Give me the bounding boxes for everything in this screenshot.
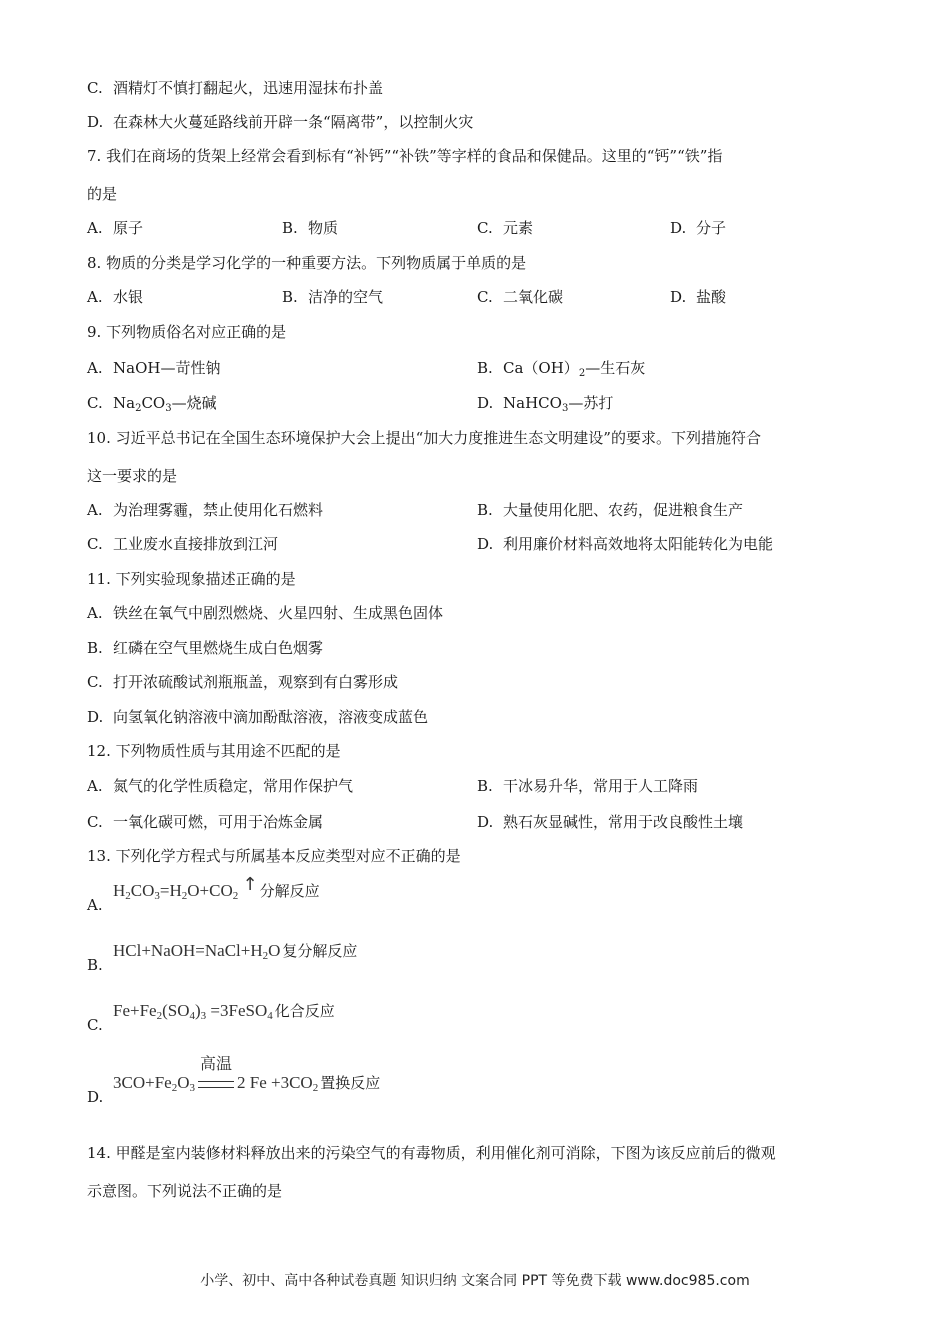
q12-option-b: B. 干冰易升华，常用于人工降雨 — [477, 777, 699, 795]
q11-option-b: B. 红磷在空气里燃烧生成白色烟雾 — [87, 639, 324, 657]
q7-option-a: A. 原子 — [87, 219, 144, 237]
q12-option-a: A. 氮气的化学性质稳定，常用作保护气 — [87, 777, 354, 795]
q11-option-d: D. 向氢氧化钠溶液中滴加酚酞溶液，溶液变成蓝色 — [87, 708, 429, 726]
q9-stem: 9. 下列物质俗名对应正确的是 — [87, 323, 287, 341]
q12-stem: 12. 下列物质性质与其用途不匹配的是 — [87, 742, 341, 760]
q13-option-a: $A.H_2CO_3=H_2O+CO_2$ ↑ 分解反应 — [87, 874, 320, 914]
q9-option-d: D. NaHCO$_3$—苏打 — [477, 394, 614, 414]
q9-option-b: B. $Ca(OH)_2—$生石灰 — [477, 359, 646, 379]
q14-stem-line1: 14. 甲醛是室内装修材料释放出来的污染空气的有毒物质，利用催化剂可消除，下图为该反应前后的微观 — [87, 1144, 776, 1162]
equation-d: $3CO+Fe_2O_3$ 高温 2 $Fe +3CO_2$ — [113, 1056, 319, 1094]
q13-option-d: $D.3CO+Fe_2O_3$ 高温 2 $Fe +3CO_2$ 置换反应 — [87, 1056, 381, 1106]
q6-option-d: D. 在森林大火蔓延路线前开辟一条“隔离带”，以控制火灾 — [87, 113, 474, 131]
q10-option-d: D. 利用廉价材料高效地将太阳能转化为电能 — [477, 535, 774, 553]
q14-stem-line2: 示意图。下列说法不正确的是 — [87, 1182, 283, 1200]
gas-up-arrow-icon: ↑ — [242, 874, 258, 895]
q12-option-c: C. 一氧化碳可燃，可用于冶炼金属 — [87, 813, 324, 831]
q8-option-c: C. 二氧化碳 — [477, 288, 564, 306]
q6-option-c: C. 酒精灯不慎打翻起火，迅速用湿抹布扑盖 — [87, 79, 384, 97]
equation-a: $H_2CO_3=H_2O+CO_2$ ↑ — [113, 874, 258, 902]
q7-option-c: C. 元素 — [477, 219, 534, 237]
q11-option-c: C. 打开浓硫酸试剂瓶瓶盖，观察到有白雾形成 — [87, 673, 399, 691]
q12-option-d: D. 熟石灰显碱性，常用于改良酸性土壤 — [477, 813, 744, 831]
q10-stem-line1: 10. 习近平总书记在全国生态环境保护大会上提出“加大力度推进生态文明建设”的要求。下列措施符合 — [87, 429, 761, 447]
q10-option-b: B. 大量使用化肥、农药，促进粮食生产 — [477, 501, 744, 519]
page-footer: 小学、初中、高中各种试卷真题 知识归纳 文案合同 PPT 等免费下载 www.doc985.com — [200, 1273, 750, 1289]
q13-option-b: $B.HCl+NaOH=NaCl+H_2O$ 复分解反应 — [87, 941, 358, 974]
q10-option-a: A. 为治理雾霾，禁止使用化石燃料 — [87, 501, 324, 519]
q13-option-c: $C.Fe+Fe_2(SO_4)_3$ =3FeSO$_4$ 化合反应 — [87, 1001, 335, 1034]
q13-stem: 13. 下列化学方程式与所属基本反应类型对应不正确的是 — [87, 847, 461, 865]
equation-c: $Fe+Fe_2(SO_4)_3$ =3FeSO$_4$ — [113, 1001, 273, 1022]
q8-option-a: A. 水银 — [87, 288, 144, 306]
q7-option-d: D. 分子 — [670, 219, 727, 237]
q9-option-a: A. NaOH—苛性钠 — [87, 359, 221, 377]
q8-stem: 8. 物质的分类是学习化学的一种重要方法。下列物质属于单质的是 — [87, 254, 527, 272]
q8-option-d: D. 盐酸 — [670, 288, 727, 306]
q7-stem-line2: 的是 — [87, 185, 118, 203]
q11-stem: 11. 下列实验现象描述正确的是 — [87, 570, 296, 588]
q7-stem-line1: 7. 我们在商场的货架上经常会看到标有“补钙”“补铁”等字样的食品和保健品。这里的“钙”“铁”指 — [87, 147, 723, 165]
q10-option-c: C. 工业废水直接排放到江河 — [87, 535, 279, 553]
q9-option-c: C. $Na_2CO_3—$烧碱 — [87, 394, 217, 414]
q11-option-a: A. 铁丝在氧气中剧烈燃烧、火星四射、生成黑色固体 — [87, 604, 444, 622]
q10-stem-line2: 这一要求的是 — [87, 467, 178, 485]
reaction-condition: 高温 — [195, 1073, 237, 1093]
q8-option-b: B. 洁净的空气 — [282, 288, 384, 306]
q7-option-b: B. 物质 — [282, 219, 339, 237]
equation-b: $HCl+NaOH=NaCl+H_2O$ — [113, 941, 281, 962]
